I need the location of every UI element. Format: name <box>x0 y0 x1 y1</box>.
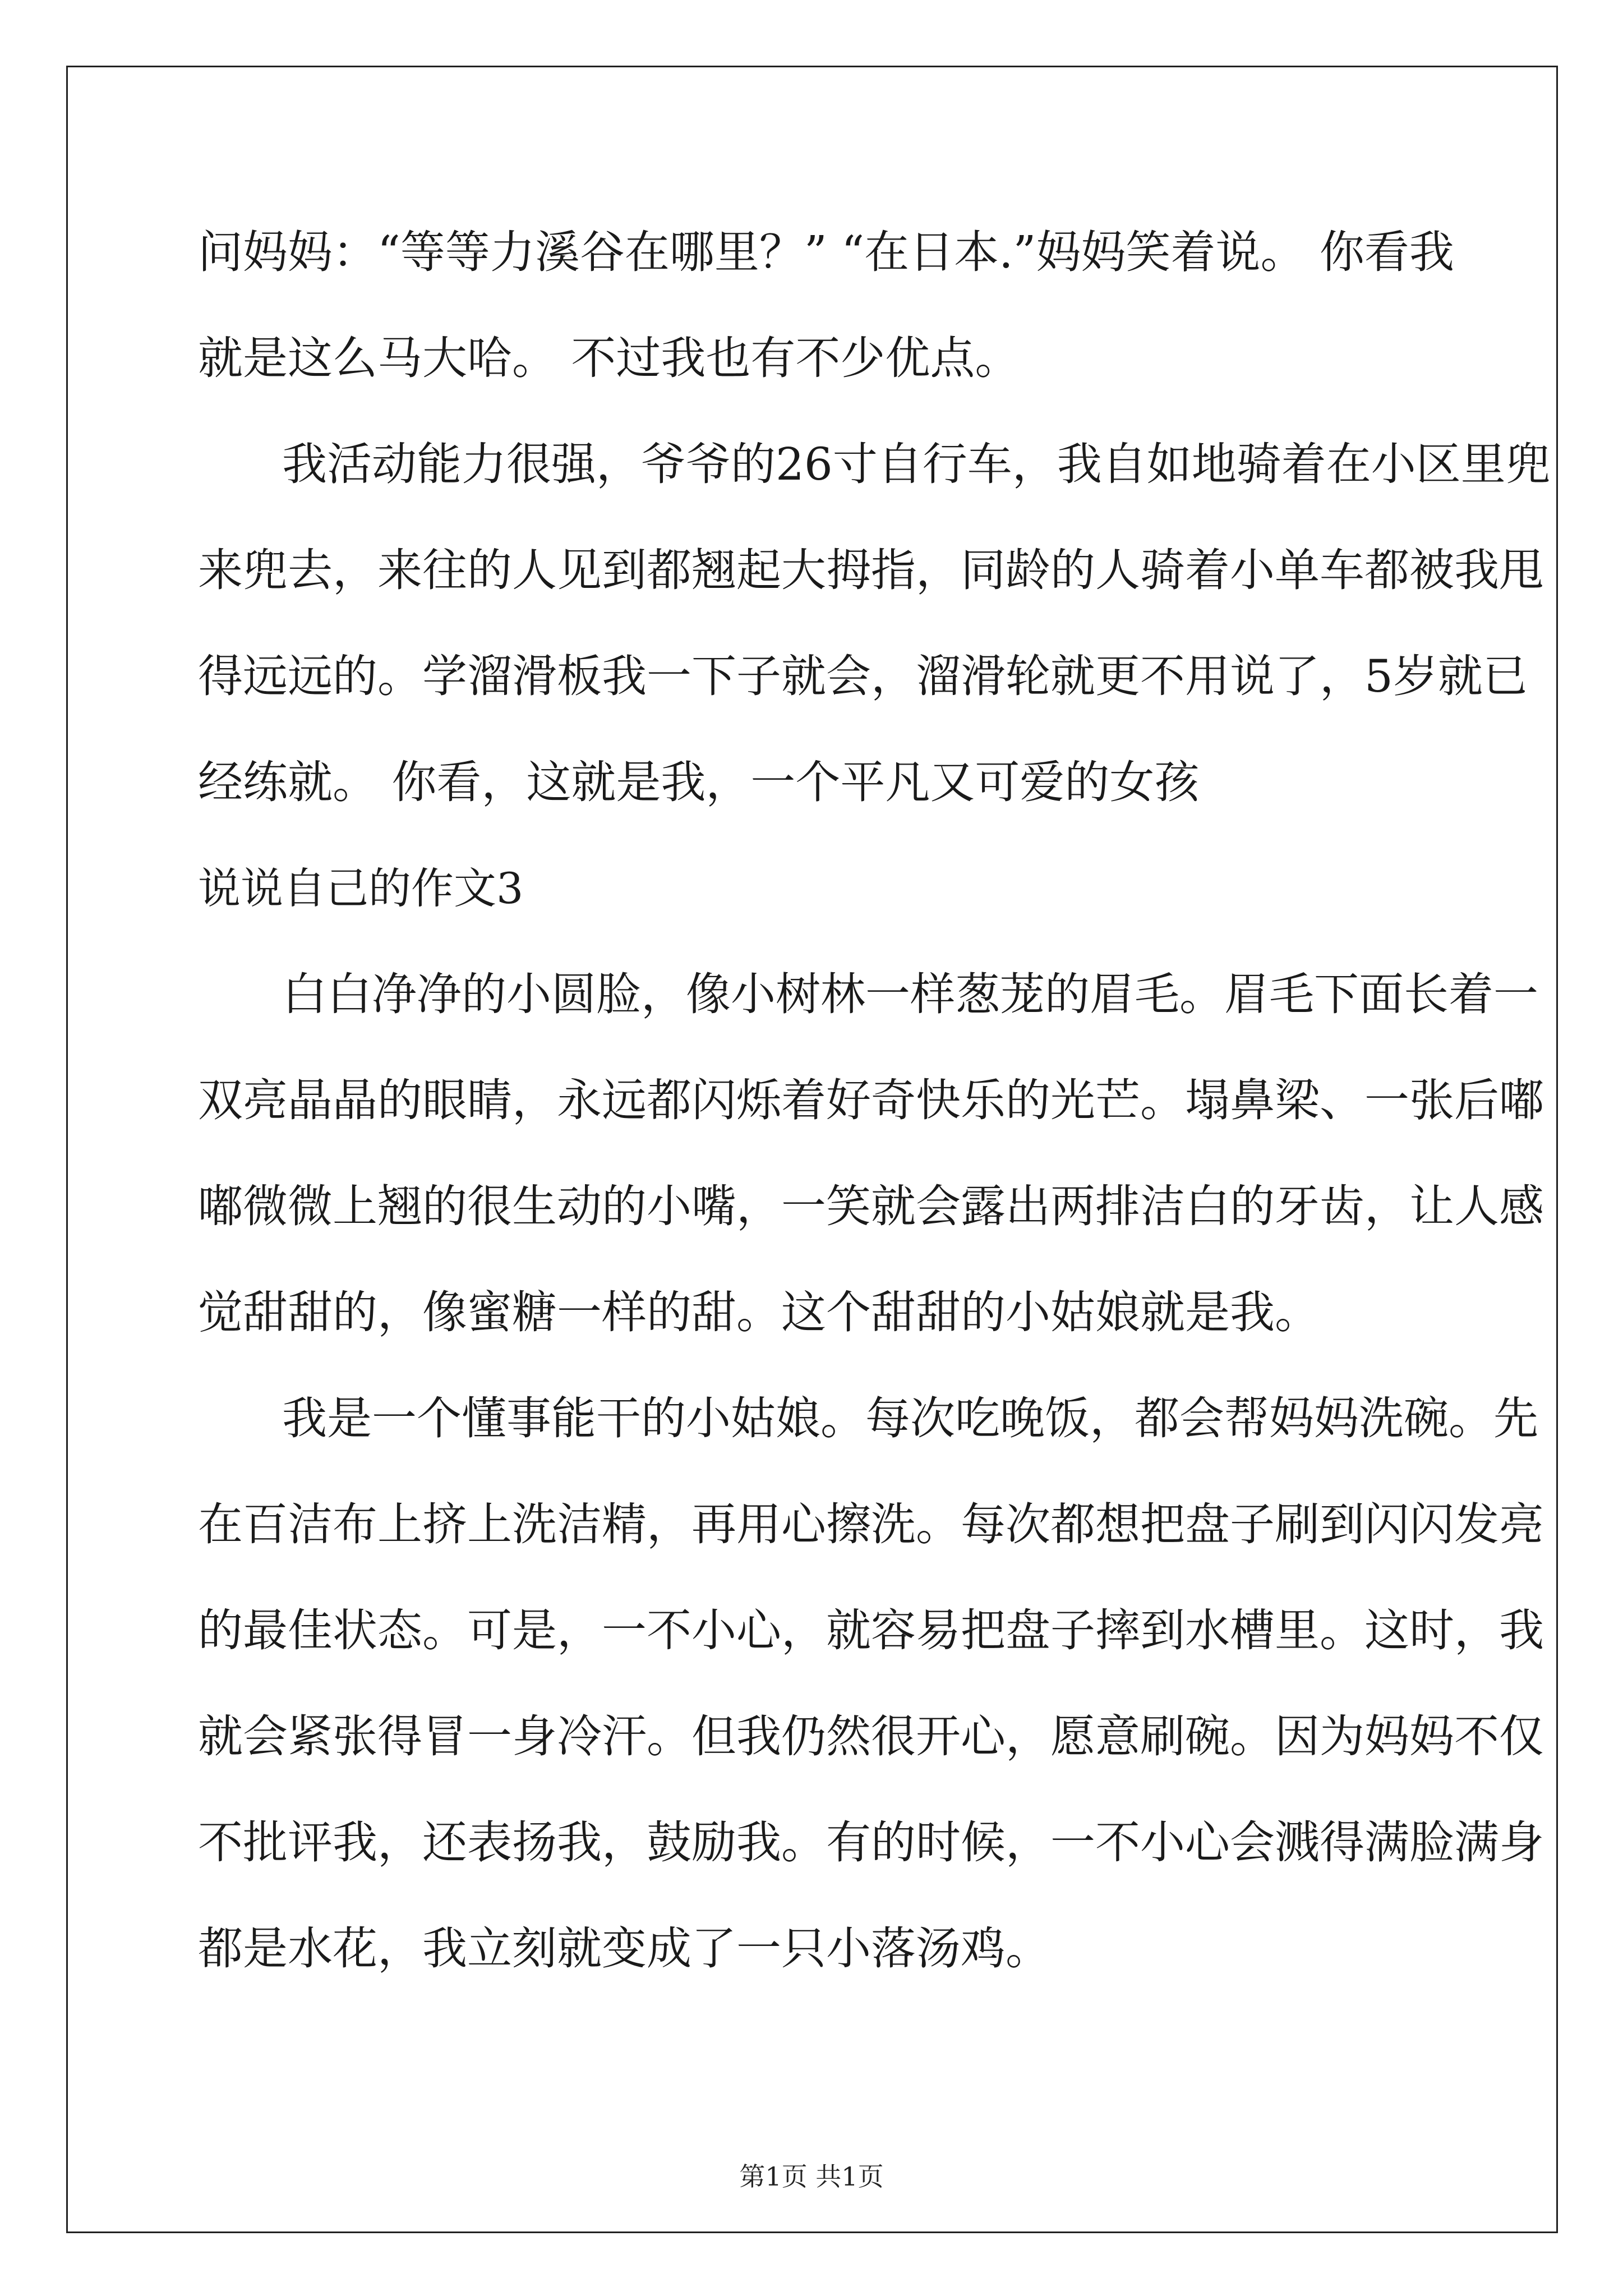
text-line: 双亮晶晶的眼睛，永远都闪烁着好奇快乐的光芒。塌鼻梁、一张后嘟 <box>198 1074 1544 1126</box>
text-line: 得远远的。学溜滑板我一下子就会，溜滑轮就更不用说了，5岁就已 <box>198 650 1528 702</box>
text-line: 白白净净的小圆脸，像小树林一样葱茏的眉毛。眉毛下面长着一 <box>282 968 1538 1020</box>
text-line: 就会紧张得冒一身冷汗。但我仍然很开心，愿意刷碗。因为妈妈不仅 <box>198 1710 1544 1763</box>
text-line: 来兜去，来往的人见到都翘起大拇指，同龄的人骑着小单车都被我甩 <box>198 544 1544 596</box>
text-line: 问妈妈：“等等力溪谷在哪里？” “在日本.”妈妈笑着说。 你看我 <box>198 226 1454 278</box>
text-line: 我活动能力很强，爷爷的26寸自行车，我自如地骑着在小区里兜 <box>282 438 1551 490</box>
section-heading: 说说自己的作文3 <box>198 863 524 913</box>
text-line: 嘟微微上翘的很生动的小嘴，一笑就会露出两排洁白的牙齿，让人感 <box>198 1180 1544 1232</box>
page-number-footer: 第1页 共1页 <box>739 2161 884 2192</box>
text-line: 不批评我，还表扬我，鼓励我。有的时候，一不小心会溅得满脸满身 <box>198 1816 1544 1869</box>
text-line: 就是这么马大哈。 不过我也有不少优点。 <box>198 332 1020 384</box>
document-body <box>198 208 1551 2010</box>
text-line: 都是水花，我立刻就变成了一只小落汤鸡。 <box>198 1922 1050 1975</box>
text-line: 的最佳状态。可是，一不小心，就容易把盘子摔到水槽里。这时，我 <box>198 1604 1544 1657</box>
text-line: 觉甜甜的，像蜜糖一样的甜。这个甜甜的小姑娘就是我。 <box>198 1286 1320 1338</box>
text-line: 在百洁布上挤上洗洁精，再用心擦洗。每次都想把盘子刷到闪闪发亮 <box>198 1498 1544 1550</box>
text-line: 经练就。 你看，这就是我，一个平凡又可爱的女孩 <box>198 756 1200 808</box>
text-line: 我是一个懂事能干的小姑娘。每次吃晚饭，都会帮妈妈洗碗。先 <box>282 1392 1538 1444</box>
